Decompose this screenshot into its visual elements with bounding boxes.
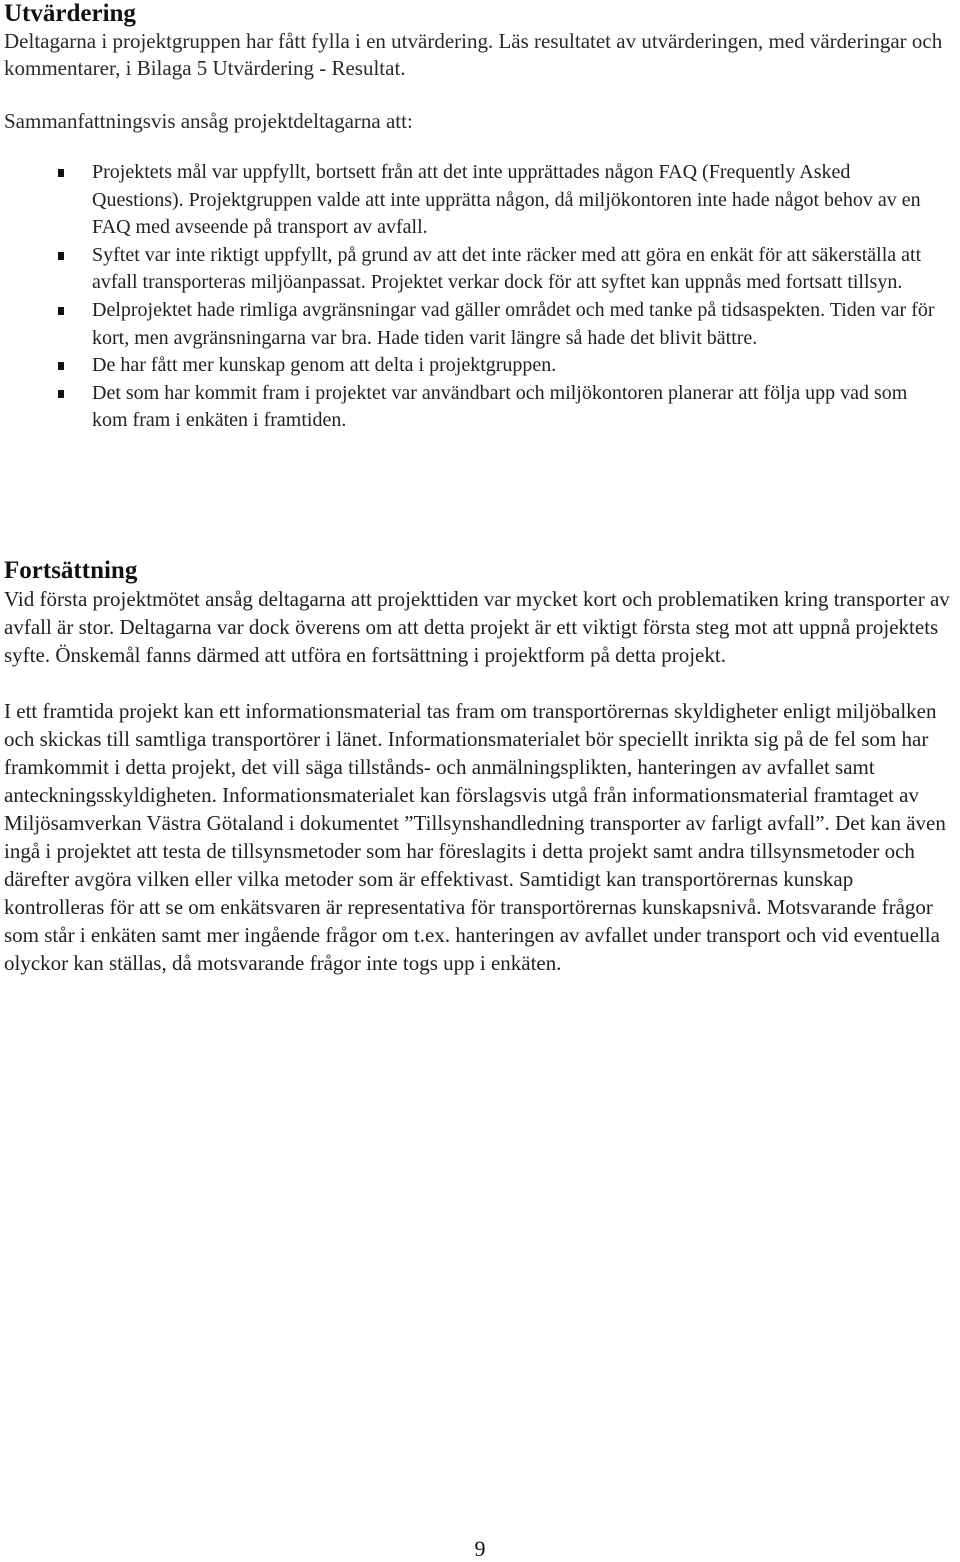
summary-bullet-list — [4, 159, 944, 435]
continuation-paragraph-2: I ett framtida projekt kan ett informationsmaterial tas fram om transportörernas skyldigheter enligt miljöbalken och skickas till samtliga transportörer i länet. Informationsmaterialet bör speciellt inrikta sig på de fel som har framkommit i detta projekt, det vill säga tillstånds- och anmälningsplikten, hanteringen av avfallet samt anteckningsskyldigheten. Informationsmaterialet kan förslagsvis utgå från informationsmaterial framtaget av Miljösamverkan Västra Götaland i dokumentet ”Tillsynshandledning transporter av farligt avfall”. Det kan även ingå i projektet att testa de tillsynsmetoder som har föreslagits i detta projekt samt andra tillsynsmetoder och därefter avgöra vilken eller vilka metoder som är effektivast. Samtidigt kan transportörernas kunskap kontrolleras för att se om enkätsvaren är representativa för transportörernas kunskapsnivå. Motsvarande frågor som står i enkäten samt mer ingående frågor om t.ex. hanteringen av avfallet under transport och vid eventuella olyckor kan ställas, då motsvarande frågor inte togs upp i enkäten. — [4, 699, 946, 975]
list-item — [4, 242, 944, 297]
summary-lead: Sammanfattningsvis ansåg projektdeltagarna att: — [4, 109, 413, 133]
square-bullet-icon — [58, 307, 64, 315]
list-item — [4, 380, 944, 435]
square-bullet-icon — [58, 169, 64, 177]
bullet-text: Delprojektet hade rimliga avgränsningar vad gäller området och med tanke på tidsaspekten. Tiden var för kort, men avgränsningarna var bra. Hade tiden varit längre så hade det blivit bättre. — [92, 298, 935, 349]
square-bullet-icon — [58, 252, 64, 260]
square-bullet-icon — [58, 390, 64, 398]
evaluation-intro: Deltagarna i projektgruppen har fått fylla i en utvärdering. Läs resultatet av utvärderingen, med värderingar och kommentarer, i Bilaga 5 Utvärdering - Resultat. — [4, 29, 943, 80]
list-item — [4, 297, 944, 352]
bullet-text: Det som har kommit fram i projektet var användbart och miljökontoren planerar att följa upp vad som kom fram i enkäten i framtiden. — [92, 381, 908, 432]
list-item — [4, 159, 944, 242]
list-item — [4, 352, 944, 380]
bullet-text: De har fått mer kunskap genom att delta i projektgruppen. — [92, 354, 557, 377]
bullet-text: Projektets mål var uppfyllt, bortsett från att det inte upprättades någon FAQ (Frequently Asked Questions). Projektgruppen valde att inte upprätta någon, då miljökontoren inte hade något behov av en FAQ med avseende på transport av avfall. — [92, 161, 921, 239]
continuation-paragraph-1: Vid första projektmötet ansåg deltagarna att projekttiden var mycket kort och problematiken kring transporter av avfall är stor. Deltagarna var dock överens om att detta projekt är ett viktigt första steg mot att uppnå projektets syfte. Önskemål fanns därmed att utföra en fortsättning i projektform på detta projekt. — [4, 587, 950, 667]
page-number: 9 — [474, 1536, 486, 1561]
square-bullet-icon — [58, 362, 64, 370]
continuation-heading: Fortsättning — [4, 557, 138, 584]
evaluation-heading: Utvärdering — [4, 0, 136, 27]
continuation-section — [4, 557, 954, 977]
evaluation-section — [4, 0, 944, 435]
bullet-text: Syftet var inte riktigt uppfyllt, på grund av att det inte räcker med att göra en enkät för att säkerställa att avfall transporteras miljöanpassat. Projektet verkar dock för att syftet kan uppnås med fortsatt tillsyn. — [92, 243, 922, 294]
